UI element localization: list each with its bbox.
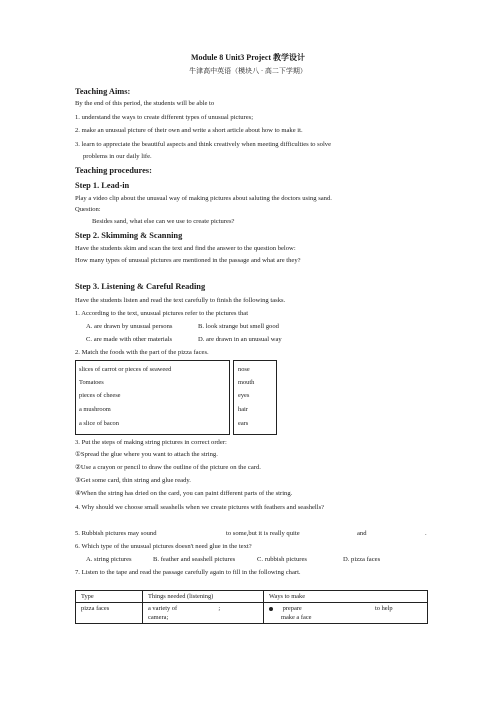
face-part-item: nose [238,366,250,373]
q6-option-a: A. string pictures [86,556,132,563]
question-4: 4. Why should we choose small seashells when we create pictures with feathers and seashells? [75,504,325,511]
q5-part-b: to some,but it is really quite [226,530,300,537]
teaching-aims-heading: Teaching Aims: [75,87,131,96]
q5-part-d: . [425,530,427,537]
aims-intro: By the end of this period, the students will be able to [75,100,215,107]
ways-text-a: prepare [282,605,302,612]
aim-item-1: 1. understand the ways to create different types of unusual pictures; [75,114,254,121]
chart-header-things: Things needed (listening) [143,591,264,603]
things-text-a: a variety of [148,605,178,612]
food-item: a slice of bacon [79,420,119,427]
aim-item-2: 2. make an unusual picture of their own and write a short article about how to make it. [75,127,303,134]
step2-heading: Step 2. Skimming & Scanning [75,231,183,240]
q3-step-3: ③Get some card, thin string and glue ready. [75,477,191,484]
document-title: Module 8 Unit3 Project 教学设计 [190,53,306,62]
q5-part-a: 5. Rubbish pictures may sound [75,530,157,537]
chart-header-row [76,591,428,603]
step3-heading: Step 3. Listening & Careful Reading [75,282,206,291]
things-text-c: camera; [148,614,169,621]
step2-text-2: How many types of unusual pictures are mentioned in the passage and what are they? [75,257,301,264]
face-parts-box [233,360,277,435]
question-6: 6. Which type of the unusual pictures doesn't need glue in the text? [75,543,252,550]
chart-header-ways: Ways to make [264,591,428,603]
q3-step-4: ④When the string has dried on the card, you can paint different parts of the string. [75,490,293,497]
chart-cell-type: pizza faces [76,603,143,624]
document-subtitle: 牛津高中英语（模块八 · 高二下学期） [189,67,307,75]
question-2: 2. Match the foods with the part of the pizza faces. [75,349,209,356]
step2-text-1: Have the students skim and scan the text and find the answer to the question below: [75,245,296,252]
face-part-item: hair [238,406,248,413]
ways-text-b: to help [375,605,393,612]
step1-text: Play a video clip about the unusual way of making pictures about saluting the doctors using sand. [75,195,332,202]
things-text-b: ; [218,605,221,612]
face-part-item: ears [238,420,249,427]
aim-item-3-continued: problems in our daily life. [83,153,152,160]
q1-option-a: A. are drawn by unusual persons [86,323,173,330]
food-item: slices of carrot or pieces of seaweed [79,366,172,373]
q6-option-c: C. rubbish pictures [257,556,307,563]
question-1: 1. According to the text, unusual pictures refer to the pictures that [75,310,249,317]
aim-item-3: 3. learn to appreciate the beautiful aspects and think creatively when meeting difficulties to solve [75,141,332,148]
chart-row [76,603,428,624]
teaching-procedures-heading: Teaching procedures: [75,166,152,175]
ways-text-c: make a face [281,614,312,621]
chart-cell-things [143,603,264,624]
step1-heading: Step 1. Lead-in [75,181,130,190]
step3-intro: Have the students listen and read the text carefully to finish the following tasks. [75,297,286,304]
chart-cell-ways [264,603,428,624]
q3-step-1: ①Spread the glue where you want to attach the string. [75,451,218,458]
bullet-icon [269,607,273,611]
face-part-item: eyes [238,392,250,399]
q1-option-d: D. are drawn in an unusual way [198,336,282,343]
question-3: 3. Put the steps of making string pictures in correct order: [75,439,227,446]
step1-question: Besides sand, what else can we use to create pictures? [92,218,235,225]
q1-option-c: C. are made with other materials [86,336,173,343]
unusual-pictures-chart [75,590,428,624]
face-part-item: mouth [238,379,255,386]
q6-option-d: D. pizza faces [343,556,381,563]
food-item: Tomatoes [79,379,104,386]
foods-box [75,360,230,435]
chart-header-type: Type [76,591,143,603]
q3-step-2: ②Use a crayon or pencil to draw the outline of the picture on the card. [75,464,261,471]
question-7: 7. Listen to the tape and read the passage carefully again to fill in the following chart. [75,569,301,576]
q1-option-b: B. look strange but smell good [198,323,279,330]
step1-question-label: Question: [75,206,101,213]
q5-part-c: and [357,530,367,537]
q6-option-b: B. feather and seashell pictures [153,556,236,563]
food-item: a mushroom [79,406,111,413]
food-item: pieces of cheese [79,392,121,399]
